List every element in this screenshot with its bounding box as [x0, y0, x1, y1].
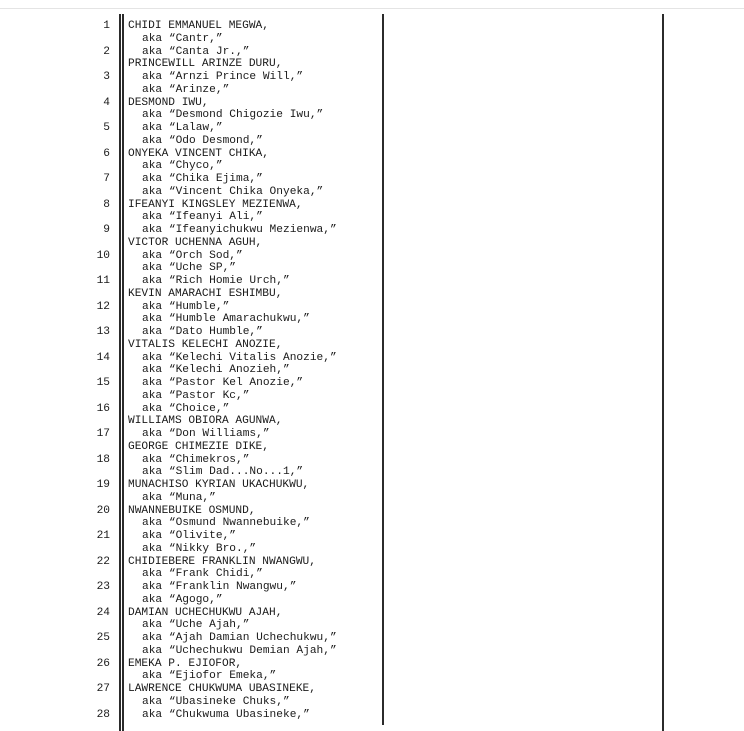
- line-number: 18: [96, 453, 110, 466]
- alias-text: aka “Uche Ajah,”: [142, 619, 250, 632]
- line-number: 21: [96, 530, 110, 542]
- alias-text: aka “Rich Homie Urch,”: [142, 275, 290, 287]
- defendant-name: DAMIAN UCHECHUKWU AJAH,: [128, 606, 283, 619]
- alias-text: aka “Slim Dad...No...1,”: [142, 466, 304, 479]
- line-number: 17: [96, 428, 110, 440]
- alias-text: aka “Nikky Bro.,”: [142, 542, 257, 555]
- line-number: 2: [103, 45, 110, 58]
- alias-text: aka “Frank Chidi,”: [142, 568, 263, 581]
- line-number: 1: [103, 20, 110, 32]
- defendant-name: LAWRENCE CHUKWUMA UBASINEKE,: [128, 683, 316, 695]
- caption-column-rule: [382, 14, 384, 725]
- line-number: 15: [96, 377, 110, 389]
- defendant-name: ONYEKA VINCENT CHIKA,: [128, 147, 269, 160]
- alias-text: aka “Uche SP,”: [142, 262, 236, 275]
- line-number: 23: [96, 581, 110, 593]
- alias-text: aka “Arinze,”: [142, 83, 230, 96]
- alias-text: aka “Osmund Nwannebuike,”: [142, 517, 310, 530]
- defendant-name: WILLIAMS OBIORA AGUNWA,: [128, 415, 283, 428]
- alias-text: aka “Chukwuma Ubasineke,”: [142, 708, 310, 721]
- alias-text: aka “Canta Jr.,”: [142, 45, 250, 58]
- alias-text: aka “Chika Ejima,”: [142, 173, 263, 185]
- alias-text: aka “Ifeanyichukwu Mezienwa,”: [142, 224, 337, 236]
- left-margin-rule-inner: [122, 14, 124, 731]
- line-number: 20: [96, 504, 110, 517]
- alias-text: aka “Ifeanyi Ali,”: [142, 211, 263, 224]
- alias-text: aka “Pastor Kc,”: [142, 389, 250, 402]
- defendant-name: IFEANYI KINGSLEY MEZIENWA,: [128, 198, 303, 211]
- left-margin-rule: [119, 14, 121, 731]
- defendant-name: KEVIN AMARACHI ESHIMBU,: [128, 287, 283, 300]
- alias-text: aka “Olivite,”: [142, 530, 236, 542]
- line-number: 24: [96, 606, 110, 619]
- line-number: 25: [96, 632, 110, 644]
- defendant-name: CHIDI EMMANUEL MEGWA,: [128, 20, 269, 32]
- alias-text: aka “Odo Desmond,”: [142, 134, 263, 147]
- line-number: 7: [103, 173, 110, 185]
- alias-text: aka “Muna,”: [142, 491, 216, 504]
- alias-text: aka “Chimekros,”: [142, 453, 250, 466]
- alias-text: aka “Choice,”: [142, 402, 230, 415]
- defendant-name: GEORGE CHIMEZIE DIKE,: [128, 440, 269, 453]
- line-number: 4: [103, 96, 110, 109]
- line-number: 5: [103, 122, 110, 134]
- line-number: 10: [96, 249, 110, 262]
- line-number: 19: [96, 479, 110, 491]
- alias-text: aka “Lalaw,”: [142, 122, 223, 134]
- page-top-divider: [0, 8, 744, 9]
- alias-text: aka “Ajah Damian Uchechukwu,”: [142, 632, 337, 644]
- line-number: 3: [103, 71, 110, 83]
- alias-text: aka “Desmond Chigozie Iwu,”: [142, 109, 324, 122]
- alias-text: aka “Ejiofor Emeka,”: [142, 670, 277, 683]
- defendant-name: EMEKA P. EJIOFOR,: [128, 657, 243, 670]
- line-number: 11: [96, 275, 110, 287]
- line-number: 14: [96, 351, 110, 364]
- alias-text: aka “Humble Amarachukwu,”: [142, 313, 310, 326]
- defendant-name: VICTOR UCHENNA AGUH,: [128, 236, 263, 249]
- defendant-name: DESMOND IWU,: [128, 96, 209, 109]
- defendant-name: NWANNEBUIKE OSMUND,: [128, 504, 256, 517]
- line-number: 6: [103, 147, 110, 160]
- line-number: 26: [96, 657, 110, 670]
- alias-text: aka “Don Williams,”: [142, 428, 270, 440]
- alias-text: aka “Kelechi Vitalis Anozie,”: [142, 351, 337, 364]
- alias-text: aka “Dato Humble,”: [142, 326, 263, 338]
- alias-text: aka “Arnzi Prince Will,”: [142, 71, 304, 83]
- right-margin-rule: [662, 14, 664, 731]
- alias-text: aka “Uchechukwu Demian Ajah,”: [142, 644, 337, 657]
- alias-text: aka “Cantr,”: [142, 32, 223, 45]
- line-number: 28: [96, 708, 110, 721]
- line-number: 13: [96, 326, 110, 338]
- line-number: 16: [96, 402, 110, 415]
- defendant-name: CHIDIEBERE FRANKLIN NWANGWU,: [128, 555, 316, 568]
- alias-text: aka “Agogo,”: [142, 593, 223, 606]
- line-number: 8: [103, 198, 110, 211]
- alias-text: aka “Vincent Chika Onyeka,”: [142, 185, 324, 198]
- alias-text: aka “Pastor Kel Anozie,”: [142, 377, 304, 389]
- defendant-name: PRINCEWILL ARINZE DURU,: [128, 58, 283, 71]
- line-number: 9: [103, 224, 110, 236]
- alias-text: aka “Kelechi Anozieh,”: [142, 364, 290, 377]
- alias-text: aka “Humble,”: [142, 300, 230, 313]
- line-number: 12: [96, 300, 110, 313]
- alias-text: aka “Ubasineke Chuks,”: [142, 695, 290, 708]
- alias-text: aka “Chyco,”: [142, 160, 223, 173]
- line-number: 22: [96, 555, 110, 568]
- defendant-name: MUNACHISO KYRIAN UKACHUKWU,: [128, 479, 310, 491]
- line-number: 27: [96, 683, 110, 695]
- alias-text: aka “Franklin Nwangwu,”: [142, 581, 297, 593]
- alias-text: aka “Orch Sod,”: [142, 249, 243, 262]
- defendant-name: VITALIS KELECHI ANOZIE,: [128, 338, 283, 351]
